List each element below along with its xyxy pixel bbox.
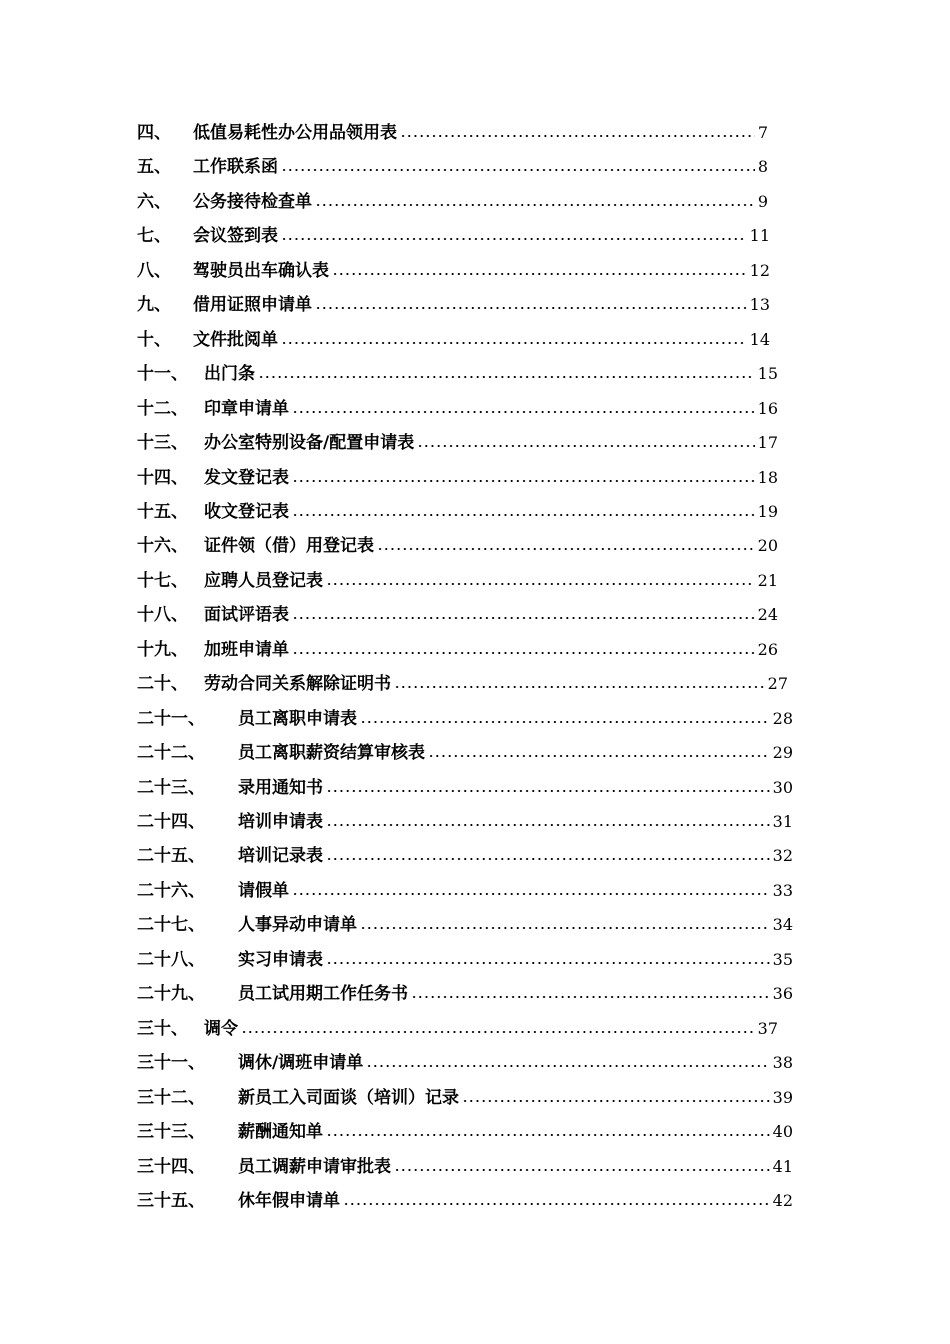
toc-entry-number: 十七、 [137, 570, 188, 591]
toc-entry-line [238, 979, 793, 1009]
toc-entry-line [238, 910, 793, 940]
toc-entry-title: 低值易耗性办公用品领用表 [193, 123, 397, 143]
dot-leader [400, 135, 755, 137]
toc-entry-number: 三十五、 [137, 1190, 205, 1211]
toc-entry-line [204, 359, 778, 389]
toc-entry-number: 十四、 [137, 467, 188, 488]
toc-entry-title: 员工离职薪资结算审核表 [238, 743, 425, 764]
toc-entry-number: 三十四、 [137, 1156, 205, 1177]
toc-entry-title: 调令 [204, 1018, 238, 1039]
toc-entry[interactable] [0, 945, 950, 975]
toc-entry-number: 二十五、 [137, 846, 205, 867]
toc-entry[interactable] [0, 428, 950, 458]
toc-entry-number: 十、 [137, 329, 171, 350]
toc-entry-line [238, 773, 793, 803]
toc-entry[interactable] [0, 152, 950, 182]
toc-entry-title: 工作联系函 [193, 157, 278, 178]
toc-entry-page: 12 [749, 260, 770, 280]
dot-leader [326, 824, 770, 826]
toc-entry[interactable] [0, 669, 950, 699]
toc-entry-number: 二十、 [137, 674, 188, 695]
dot-leader [462, 1100, 770, 1102]
toc-entry-number: 四、 [137, 123, 171, 143]
dot-leader [292, 514, 755, 516]
dot-leader [326, 790, 770, 792]
toc-entry-number: 五、 [137, 157, 171, 178]
toc-entry-page: 20 [757, 536, 778, 556]
toc-entry-title: 员工离职申请表 [238, 708, 357, 729]
toc-entry[interactable] [0, 1014, 950, 1044]
toc-entry-line [204, 669, 788, 699]
toc-entry-title: 出门条 [204, 364, 255, 385]
toc-entry-number: 九、 [137, 295, 171, 316]
toc-entry-page: 21 [757, 570, 778, 590]
toc-entry-title: 应聘人员登记表 [204, 570, 323, 591]
toc-entry-number: 二十六、 [137, 880, 205, 901]
toc-entry-line [238, 1083, 793, 1113]
toc-entry[interactable] [0, 704, 950, 734]
toc-entry[interactable] [0, 290, 950, 320]
toc-entry-number: 二十一、 [137, 708, 205, 729]
toc-entry-title: 办公室特别设备/配置申请表 [204, 433, 415, 454]
toc-entry[interactable] [0, 1083, 950, 1113]
toc-entry-page: 17 [757, 433, 778, 453]
toc-entry-page: 42 [772, 1190, 793, 1210]
toc-entry-number: 二十四、 [137, 812, 205, 832]
toc-entry-page: 30 [772, 777, 793, 797]
toc-entry-page: 34 [772, 915, 793, 935]
toc-entry-title: 调休/调班申请单 [238, 1053, 364, 1074]
toc-entry-number: 七、 [137, 226, 171, 247]
toc-entry-page: 7 [757, 123, 768, 142]
toc-entry-number: 十六、 [137, 536, 188, 557]
dot-leader [292, 617, 755, 619]
dot-leader [377, 548, 755, 550]
toc-entry[interactable] [0, 910, 950, 940]
toc-entry-title: 录用通知书 [238, 777, 323, 798]
toc-entry-title: 劳动合同关系解除证明书 [204, 674, 391, 695]
toc-entry-number: 二十三、 [137, 777, 205, 798]
toc-entry-number: 八、 [137, 260, 171, 281]
toc-entry-number: 十二、 [137, 398, 188, 419]
toc-entry-title: 收文登记表 [204, 501, 289, 522]
dot-leader [326, 962, 770, 964]
toc-entry[interactable] [0, 118, 950, 148]
toc-entry-page: 29 [772, 743, 793, 763]
toc-entry-line [204, 1014, 778, 1044]
toc-entry-title: 面试评语表 [204, 605, 289, 626]
toc-entry-line [204, 566, 778, 596]
dot-leader [292, 480, 755, 482]
dot-leader [360, 721, 770, 723]
dot-leader [281, 342, 747, 344]
toc-entry[interactable] [0, 1048, 950, 1078]
toc-entry-line [204, 428, 778, 458]
toc-entry-line [238, 876, 793, 906]
dot-leader [394, 686, 765, 688]
toc-entry-number: 十五、 [137, 501, 188, 522]
toc-entry[interactable] [0, 600, 950, 630]
toc-entry-number: 三十三、 [137, 1122, 205, 1143]
toc-entry-title: 培训申请表 [238, 812, 323, 832]
dot-leader [326, 858, 770, 860]
toc-entry-number: 二十二、 [137, 743, 205, 764]
dot-leader [343, 1203, 770, 1205]
toc-entry-line [193, 118, 768, 148]
dot-leader [315, 204, 755, 206]
toc-entry-line [193, 152, 768, 182]
toc-entry-page: 28 [772, 708, 793, 728]
toc-entry-title: 驾驶员出车确认表 [193, 260, 329, 281]
toc-entry-title: 新员工入司面谈（培训）记录 [238, 1087, 459, 1108]
toc-entry-line [204, 531, 778, 561]
toc-entry-title: 实习申请表 [238, 949, 323, 970]
toc-entry[interactable] [0, 256, 950, 286]
toc-entry-page: 27 [767, 674, 788, 694]
toc-entry-number: 六、 [137, 191, 171, 212]
toc-entry[interactable] [0, 325, 950, 355]
toc-entry-page: 19 [757, 501, 778, 521]
toc-entry-line [238, 704, 793, 734]
toc-entry-line [193, 325, 770, 355]
toc-entry-line [193, 187, 768, 217]
dot-leader [258, 376, 755, 378]
toc-entry-number: 十八、 [137, 605, 188, 626]
toc-entry[interactable] [0, 876, 950, 906]
toc-entry-line [193, 256, 770, 286]
toc-entry-line [204, 635, 778, 665]
toc-entry-page: 8 [757, 157, 768, 177]
toc-entry[interactable] [0, 497, 950, 527]
toc-entry[interactable] [0, 531, 950, 561]
toc-entry-title: 公务接待检查单 [193, 191, 312, 212]
dot-leader [315, 307, 747, 309]
toc-entry-line [238, 1117, 793, 1147]
toc-entry-page: 39 [772, 1087, 793, 1107]
toc-entry-page: 35 [772, 949, 793, 969]
toc-entry-title: 会议签到表 [193, 226, 278, 247]
toc-entry-page: 24 [757, 605, 778, 625]
toc-entry-line [238, 807, 793, 837]
toc-entry-line [238, 1152, 793, 1182]
toc-entry-page: 15 [757, 364, 778, 384]
toc-entry[interactable] [0, 979, 950, 1009]
toc-entry-number: 三十一、 [137, 1053, 205, 1074]
toc-entry[interactable] [0, 1186, 950, 1216]
toc-entry[interactable] [0, 463, 950, 493]
toc-entry-page: 37 [757, 1018, 778, 1038]
toc-entry-page: 11 [749, 226, 770, 246]
toc-entry-page: 18 [757, 467, 778, 487]
toc-entry-page: 13 [749, 295, 770, 315]
dot-leader [326, 583, 755, 585]
toc-entry-page: 14 [749, 329, 770, 349]
toc-entry-page: 9 [757, 191, 768, 211]
dot-leader [292, 411, 755, 413]
toc-entry-line [204, 463, 778, 493]
toc-entry[interactable] [0, 566, 950, 596]
dot-leader [292, 652, 755, 654]
toc-entry-title: 薪酬通知单 [238, 1122, 323, 1143]
toc-entry-line [238, 738, 793, 768]
toc-entry-page: 38 [772, 1053, 793, 1073]
toc-entry-title: 印章申请单 [204, 398, 289, 419]
toc-entry[interactable] [0, 635, 950, 665]
dot-leader [417, 445, 754, 447]
toc-entry[interactable] [0, 394, 950, 424]
toc-entry[interactable] [0, 359, 950, 389]
toc-entry-title: 请假单 [238, 880, 289, 901]
toc-entry-title: 加班申请单 [204, 639, 289, 660]
toc-entry-title: 人事异动申请单 [238, 915, 357, 936]
toc-entry-number: 十三、 [137, 433, 188, 454]
toc-entry[interactable] [0, 773, 950, 803]
toc-entry-line [238, 841, 793, 871]
toc-entry[interactable] [0, 187, 950, 217]
toc-entry-page: 40 [772, 1122, 793, 1142]
toc-entry-line [204, 394, 778, 424]
toc-entry-number: 十九、 [137, 639, 188, 660]
toc-entry-number: 三十二、 [137, 1087, 205, 1108]
toc-entry-page: 36 [772, 984, 793, 1004]
toc-entry-number: 三十、 [137, 1018, 188, 1039]
toc-entry-title: 员工试用期工作任务书 [238, 984, 408, 1005]
dot-leader [241, 1031, 755, 1033]
toc-entry-page: 32 [772, 846, 793, 866]
toc-entry-title: 培训记录表 [238, 846, 323, 867]
toc-entry-page: 33 [772, 880, 793, 900]
toc-entry-title: 借用证照申请单 [193, 295, 312, 316]
toc-entry[interactable] [0, 738, 950, 768]
toc-entry[interactable] [0, 807, 950, 837]
toc-entry-line [193, 290, 770, 320]
dot-leader [411, 996, 770, 998]
toc-entry-line [238, 1186, 793, 1216]
toc-entry[interactable] [0, 1152, 950, 1182]
dot-leader [428, 755, 770, 757]
toc-entry-title: 发文登记表 [204, 467, 289, 488]
toc-entry-page: 31 [772, 812, 793, 831]
toc-entry[interactable] [0, 221, 950, 251]
toc-entry[interactable] [0, 1117, 950, 1147]
toc-entry-line [238, 945, 793, 975]
dot-leader [394, 1169, 770, 1171]
toc-entry-line [193, 221, 770, 251]
toc-entry-title: 员工调薪申请审批表 [238, 1156, 391, 1177]
dot-leader [326, 1134, 770, 1136]
toc-entry-number: 二十八、 [137, 949, 205, 970]
toc-entry-line [204, 497, 778, 527]
toc-entry-number: 二十七、 [137, 915, 205, 936]
toc-entry-line [238, 1048, 793, 1078]
dot-leader [292, 893, 770, 895]
toc-entry-page: 26 [757, 639, 778, 659]
toc-entry-title: 休年假申请单 [238, 1190, 340, 1211]
dot-leader [332, 273, 747, 275]
dot-leader [281, 238, 747, 240]
toc-entry-number: 十一、 [137, 364, 188, 385]
dot-leader [366, 1065, 769, 1067]
toc-entry[interactable] [0, 841, 950, 871]
toc-entry-page: 16 [757, 398, 778, 418]
toc-entry-title: 证件领（借）用登记表 [204, 536, 374, 557]
toc-entry-line [204, 600, 778, 630]
toc-entry-page: 41 [772, 1156, 793, 1176]
dot-leader [281, 169, 755, 171]
toc-entry-number: 二十九、 [137, 984, 205, 1005]
toc-entry-title: 文件批阅单 [193, 329, 278, 350]
dot-leader [360, 927, 770, 929]
